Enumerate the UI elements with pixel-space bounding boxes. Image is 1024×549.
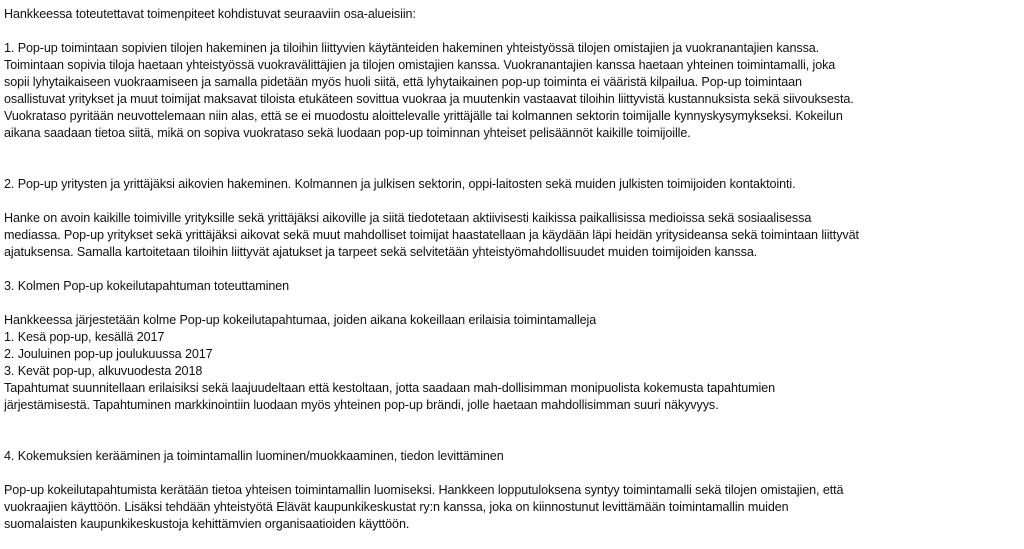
section-2-heading: 2. Pop-up yritysten ja yrittäjäksi aikovien hakeminen. Kolmannen ja julkisen sektorin, oppi-laitosten sekä muiden julkisten toimijoiden kontaktointi.	[4, 177, 796, 191]
spacer	[4, 193, 1020, 210]
section-3-line-5: Tapahtumat suunnitellaan erilaisiksi sekä laajuudeltaan että kestoltaan, jotta saadaan mah-dollisimman monipuolista kokemusta tapahtumien	[4, 381, 776, 395]
spacer	[4, 261, 1020, 278]
section-1-line-2: Toimintaan sopivia tiloja haetaan yhteistyössä vuokravälittäjien ja tilojen omistajien kanssa. Vuokranantajien kanssa haetaan yhteinen toimintamalli, joka	[4, 58, 836, 72]
spacer	[4, 295, 1020, 312]
section-2-line-3: ajatuksensa. Samalla kartoitetaan tiloihin liittyvät ajatukset ja tarpeet sekä selvitetään yhteistyömahdollisuudet muiden toimijoiden kanssa.	[4, 245, 758, 259]
spacer	[4, 414, 1020, 431]
spacer	[4, 142, 1020, 159]
section-3-list-item-1: 1. Kesä pop-up, kesällä 2017	[4, 330, 165, 344]
section-1-line-4: osallistuvat yritykset ja muut toimijat maksavat tiloista etukäteen sovittua vuokraa ja muutenkin vastaavat tiloihin liittyvistä kustannuksista sekä siivouksesta.	[4, 92, 854, 106]
section-1-line-1: 1. Pop-up toimintaan sopivien tilojen hakeminen ja tiloihin liittyvien käytänteiden hakeminen yhteistyössä tilojen omistajien ja vuokranantajien kanssa.	[4, 41, 820, 55]
section-3-line-1: Hankkeessa järjestetään kolme Pop-up kokeilutapahtumaa, joiden aikana kokeillaan erilaisia toimintamalleja	[4, 313, 597, 327]
spacer	[4, 23, 1020, 40]
document-body	[4, 6, 1020, 533]
section-2-line-2: mediassa. Pop-up yritykset sekä yrittäjäksi aikovat sekä muut mahdolliset toimijat haastatellaan ja käydään läpi heidän yritysideansa sekä toimintaan liittyvät	[4, 228, 859, 242]
section-4-line-2: vuokraajien käyttöön. Lisäksi tehdään yhteistyötä Elävät kaupunkikeskustat ry:n kanssa, joka on kiinnostunut levittämään toimintamallin muiden	[4, 500, 789, 514]
spacer	[4, 465, 1020, 482]
section-4	[4, 448, 1020, 533]
section-1-line-5: Vuokrataso pyritään neuvottelemaan niin alas, että se ei muodostu aloittelevalle yrittäjälle tai kolmannen sektorin toimijalle kynnyskysymykseksi. Kokeilun	[4, 109, 843, 123]
section-3-heading: 3. Kolmen Pop-up kokeilutapahtuman toteuttaminen	[4, 279, 290, 293]
section-1-line-3: sopii lyhytaikaiseen vuokraamiseen ja samalla pidetään myös huoli siitä, että lyhytaikainen pop-up toiminta ei vääristä kilpailua. Pop-up toimintaan	[4, 75, 802, 89]
section-3-list-item-3: 3. Kevät pop-up, alkuvuodesta 2018	[4, 364, 203, 378]
section-4-line-3: suomalaisten kaupunkikeskustoja kehittämvien organisaatioiden käyttöön.	[4, 517, 410, 531]
section-4-line-1: Pop-up kokeilutapahtumista kerätään tietoa yhteisen toimintamallin luomiseksi. Hankkeen lopputuloksena syntyy toimintamalli sekä tilojen omistajien, että	[4, 483, 844, 497]
section-3-line-6: järjestämisestä. Tapahtuminen markkinointiin luodaan myös yhteinen pop-up brändi, jolle haetaan mahdollisimman suuri näkyvyys.	[4, 398, 719, 412]
spacer	[4, 431, 1020, 448]
section-1-line-6: aikana saadaan tietoa siitä, mikä on sopiva vuokrataso sekä luodaan pop-up toiminnan yhteiset pelisäännöt kaikille toimijoille.	[4, 126, 691, 140]
section-2	[4, 176, 1020, 261]
section-1	[4, 40, 1020, 142]
section-2-line-1: Hanke on avoin kaikille toimiville yrityksille sekä yrittäjäksi aikoville ja siitä tiedotetaan aktiivisesti kaikissa paikallisissa medioissa sekä sosiaalisessa	[4, 211, 812, 225]
section-4-heading: 4. Kokemuksien kerääminen ja toimintamallin luominen/muokkaaminen, tiedon levittäminen	[4, 449, 504, 463]
section-3-list-item-2: 2. Jouluinen pop-up joulukuussa 2017	[4, 347, 213, 361]
section-3	[4, 278, 1020, 414]
intro-text: Hankkeessa toteutettavat toimenpiteet kohdistuvat seuraaviin osa-alueisiin:	[4, 7, 416, 21]
spacer	[4, 159, 1020, 176]
